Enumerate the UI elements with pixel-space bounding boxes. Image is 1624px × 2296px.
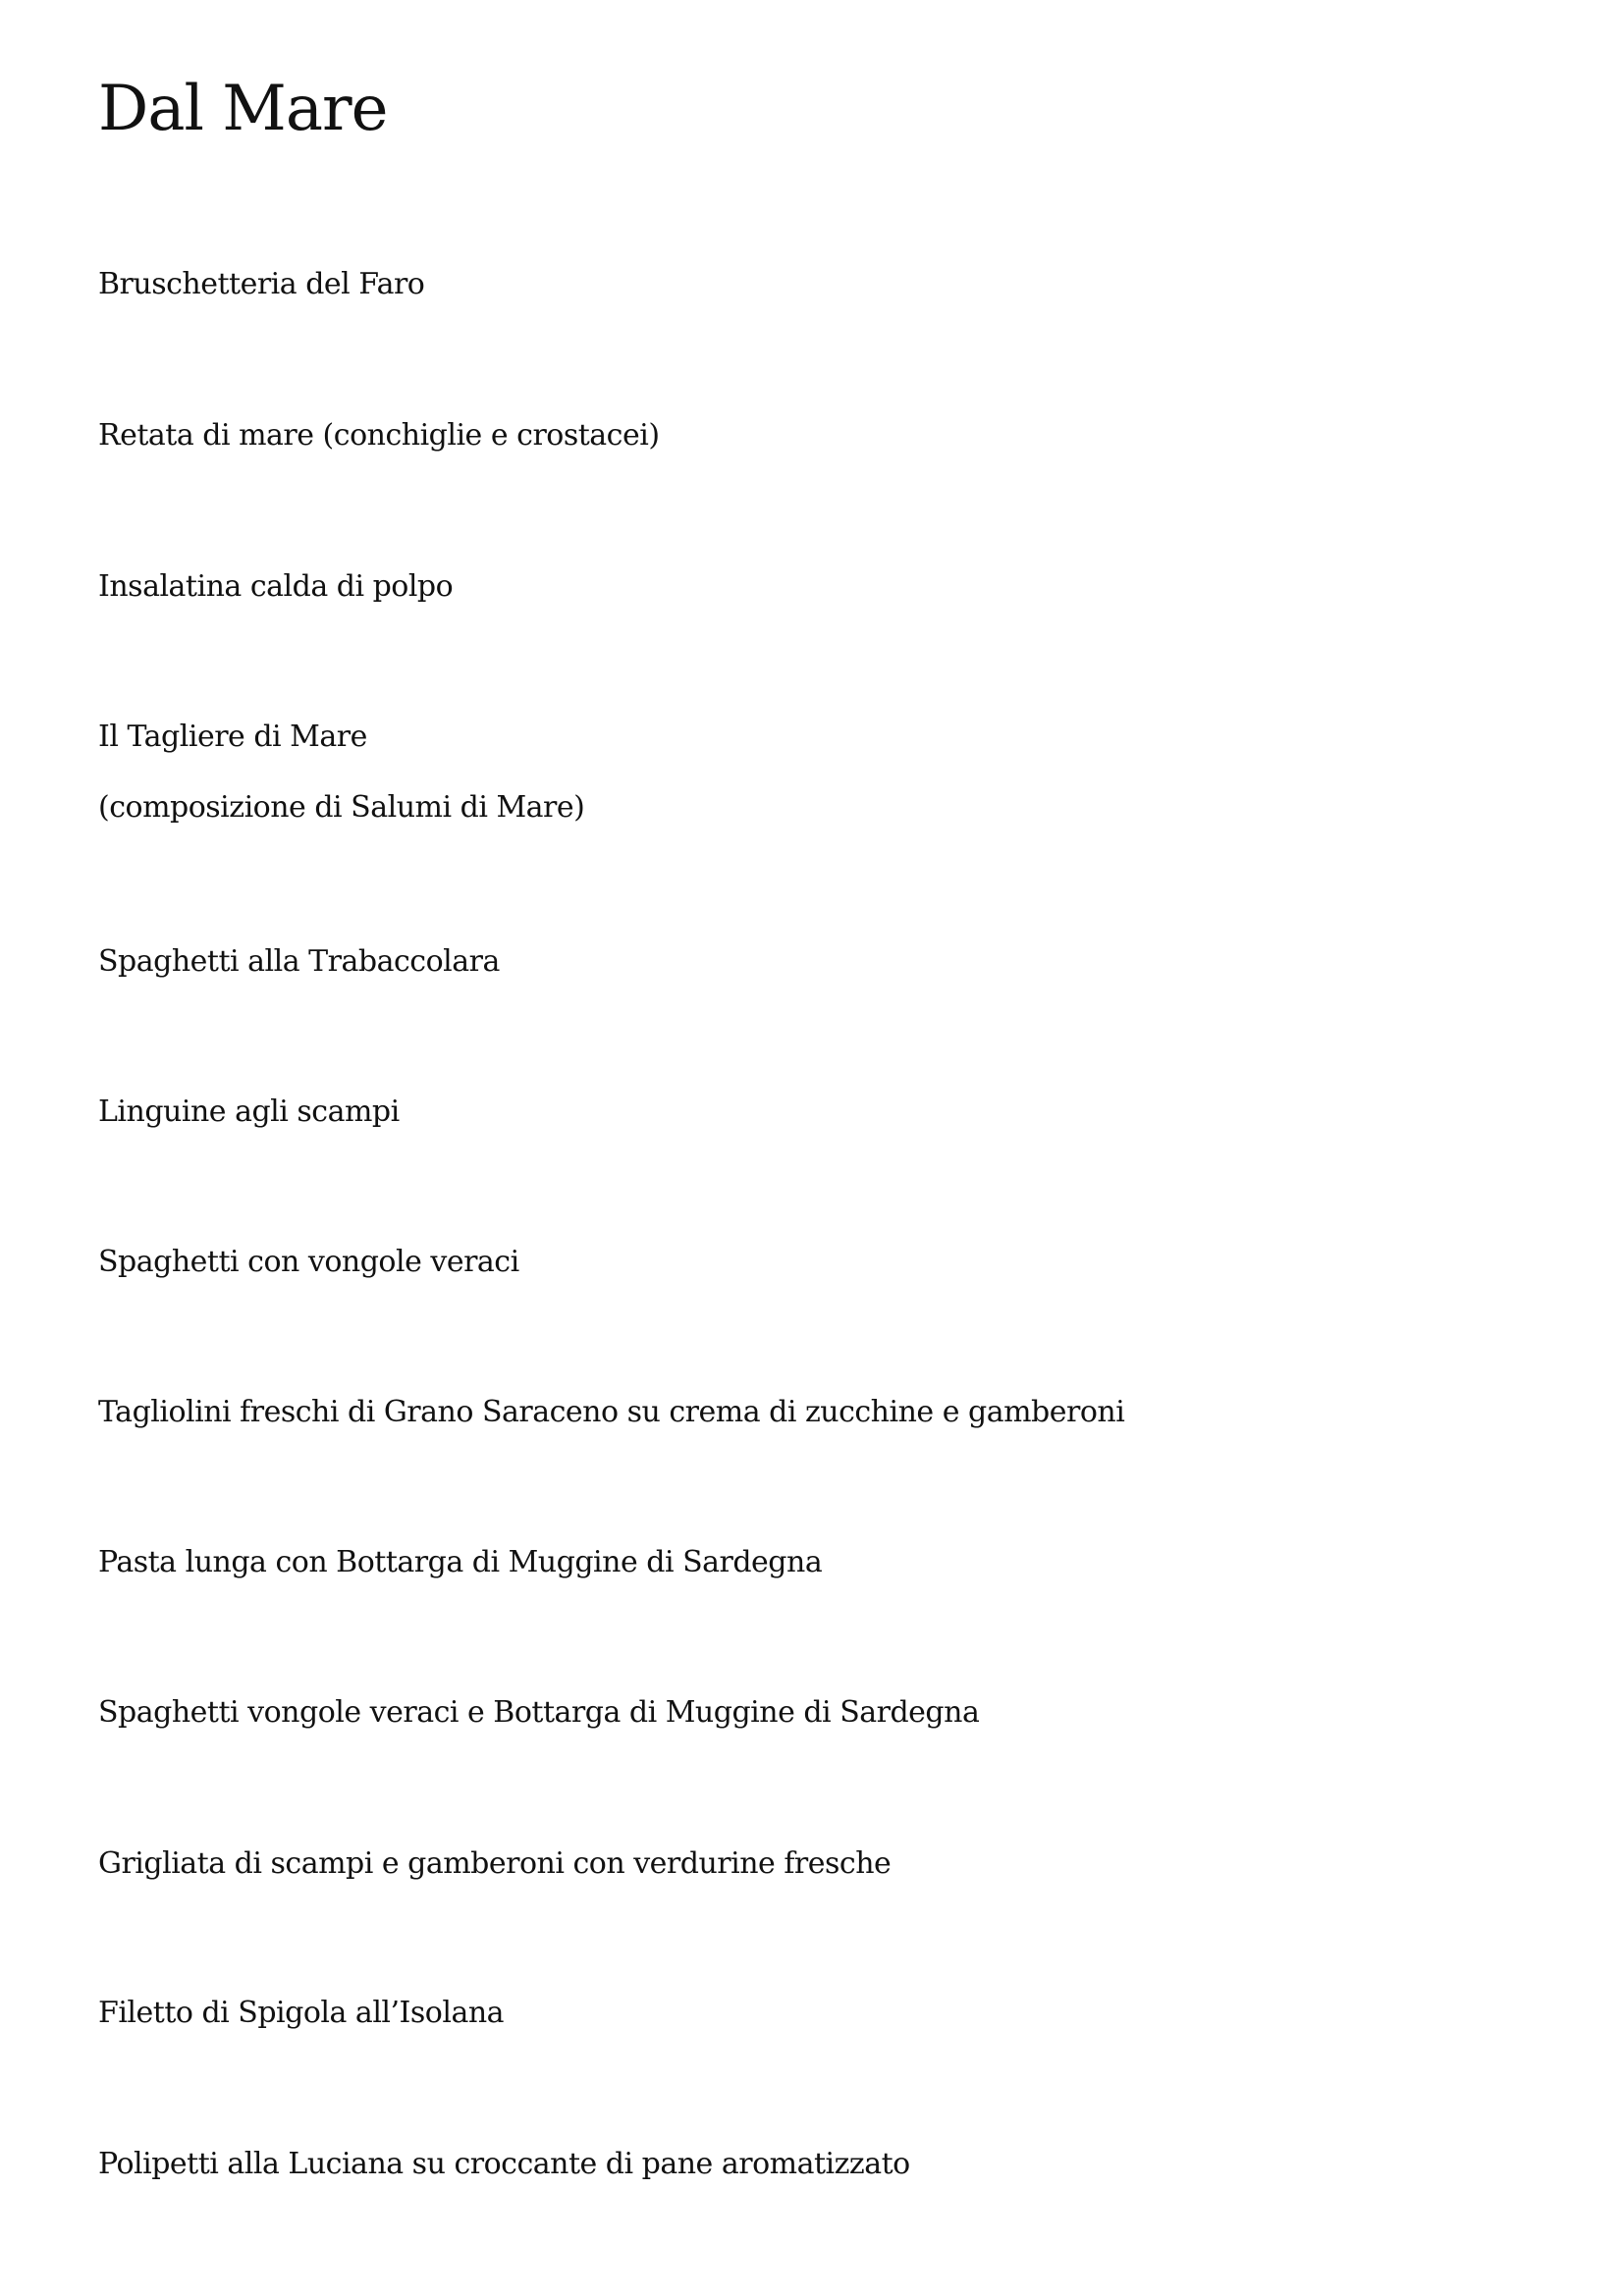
menu-item-note: (composizione di Salumi di Mare): [98, 790, 585, 825]
menu-item-name: Tagliolini freschi di Grano Saraceno su crema di zucchine e gamberoni: [98, 1395, 1125, 1429]
menu-item-name: Grigliata di scampi e gamberoni con verdurine fresche: [98, 1846, 892, 1881]
menu-item-name: Polipetti alla Luciana su croccante di pane aromatizzato: [98, 2147, 910, 2181]
menu-item-name: Spaghetti alla Trabaccolara: [98, 944, 500, 979]
menu-item-name: Bruschetteria del Faro: [98, 267, 425, 301]
menu-item: [98, 720, 584, 826]
menu-item: [98, 267, 424, 302]
menu-item-name: Pasta lunga con Bottarga di Muggine di Sardegna: [98, 1545, 823, 1579]
menu-item: [98, 1996, 504, 2031]
menu-item: [98, 1846, 891, 1882]
menu-item: [98, 1695, 979, 1731]
menu-item: [98, 1545, 822, 1580]
menu-item: [98, 1395, 1124, 1430]
menu-item: [98, 418, 660, 454]
menu-item-name: Spaghetti con vongole veraci: [98, 1245, 519, 1279]
menu-item: [98, 1245, 519, 1280]
menu-item: [98, 1095, 400, 1130]
menu-item: [98, 944, 500, 980]
page-title: Dal Mare: [98, 73, 388, 145]
menu-item-name: Il Tagliere di Mare: [98, 720, 367, 754]
menu-item-name: Retata di mare (conchiglie e crostacei): [98, 418, 660, 453]
menu-item-name: Spaghetti vongole veraci e Bottarga di Muggine di Sardegna: [98, 1695, 980, 1730]
menu-item-name: Linguine agli scampi: [98, 1095, 400, 1129]
menu-item-name: Insalatina calda di polpo: [98, 569, 454, 604]
menu-item: [98, 569, 453, 605]
menu-item: [98, 2147, 910, 2182]
menu-item-name: Filetto di Spigola all’Isolana: [98, 1996, 505, 2030]
